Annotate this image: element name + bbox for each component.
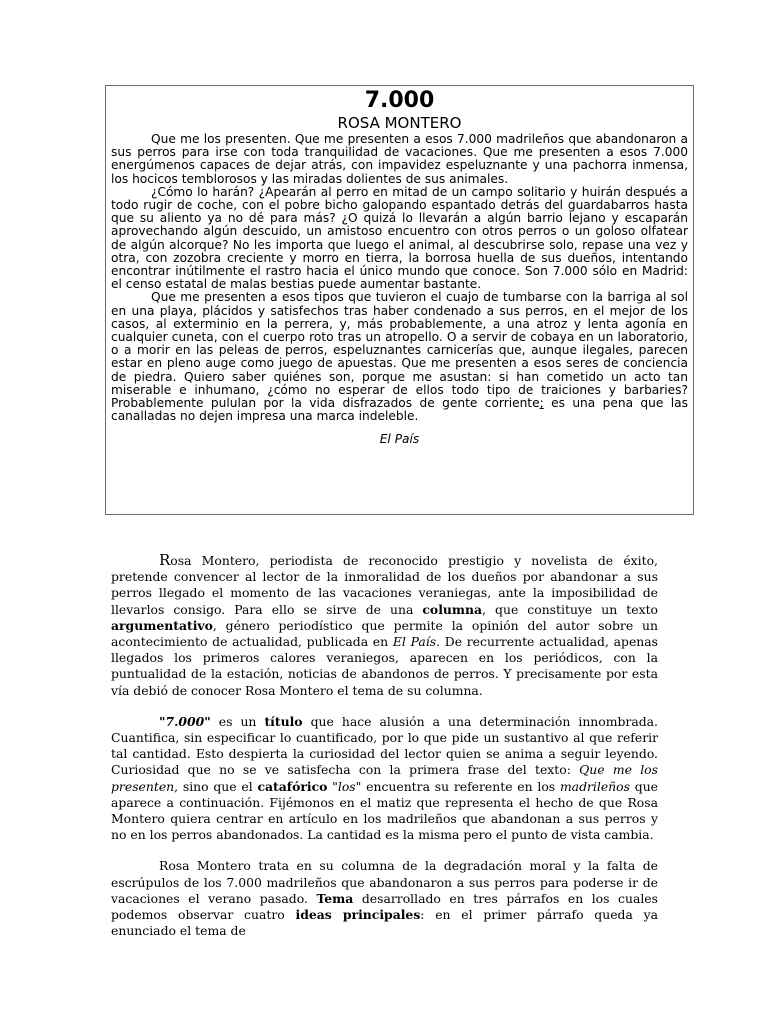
- article-author: ROSA MONTERO: [337, 114, 462, 132]
- quoted-word-madrilenos: madrileños: [559, 778, 630, 794]
- term-columna: columna: [422, 601, 483, 617]
- commentary-paragraph-1: [111, 552, 658, 699]
- dropcap-letter: R: [159, 551, 171, 569]
- text-run: que aparece a continuación. Fijémonos en el matiz que representa el hecho de que Rosa Montero quiera centrar en artículo en los madrileños que abandonan a sus perros y no en los perros abandonados. La cantidad es la misma pero el punto de vista cambia.: [111, 778, 659, 843]
- article-paragraph-3-mark: ;: [539, 396, 544, 411]
- commentary: [111, 552, 658, 954]
- term-titulo: título: [264, 713, 303, 729]
- commentary-paragraph-3: [111, 858, 658, 939]
- text-run: ": [327, 778, 338, 794]
- article-paragraph-3: [111, 291, 688, 423]
- article-paragraph-2: ¿Cómo lo harán? ¿Apearán al perro en mitad de un campo solitario y huirán después a todo rugir de coche, con el pobre bicho galopando espantado detrás del guardabarros hasta que su aliento ya no dé para más? ¿O quizá lo llevarán a algún barrio lejano y escaparán aprovechando algún descuido, un amistoso encuentro con otros perros o un goloso olfatear de algún alcorque? No les importa que luego el animal, al descubrirse solo, repase una vez y otra, con zozobra creciente y morro en tierra, la borrosa huella de sus dueños, intentando encontrar inútilmente el rastro hacia el único mundo que conoce. Son 7.000 sólo en Madrid: el censo estatal de malas bestias puede aumentar bastante.: [111, 184, 688, 292]
- article-paragraph-3-text: Que me presenten a esos tipos que tuvieron el cuajo de tumbarse con la barriga al sol en una playa, plácidos y satisfechos tras haber condenado a sus perros, en el mejor de los casos, al exterminio en la perrera, y, más probablemente, a una atroz y lenta agonía en cualquier cuneta, con el cuerpo roto tras un atropello. O a servir de cobaya en un laboratorio, o a morir en las peleas de perros, espeluznantes carnicerías que, aunque ilegales, parecen estar en pleno auge como juego de apuestas. Que me presenten a esos seres de conciencia de piedra. Quiero saber quiénes son, porque me asustan: si han cometido un acto tan miserable e inhumano, ¿cómo no esperar de ellos todo tipo de traiciones y barbaries? Probablemente pululan por la vida disfrazados de gente corriente: [111, 290, 688, 411]
- article-source: El País: [379, 432, 420, 447]
- commentary-paragraph-2: [111, 714, 658, 844]
- text-run: osa Montero, periodista de reconocido prestigio y novelista de éxito, pretende convencer al lector de la inmoralidad de los dueños por abandonar a sus perros llegado el momento de las vacaciones veraniegas, ante la imposibilidad de llevarlos consigo. Para ello se sirve de una: [111, 553, 658, 617]
- quoted-word-los: los: [337, 778, 356, 794]
- text-run: , sino que el: [174, 778, 258, 794]
- text-run: es un: [210, 713, 265, 729]
- text-run: . De recurrente actualidad, apenas llegados los primeros calores veraniegos, aparecen en los periódicos, con la puntualidad de la estación, noticias de abandonos de perros. Y precisamente por esta vía debió de conocer Rosa Montero el tema de su columna.: [111, 634, 659, 698]
- article-title: 7.000: [364, 88, 435, 113]
- text-run: que hace alusión a una determinación innombrada. Cuantifica, sin especificar lo cuantificado, por lo que pide un sustantivo al que referir tal cantidad. Esto despierta la curiosidad del lector quien se anima a seguir leyendo. Curiosidad que no se ve satisfecha con la primera frase del texto:: [111, 713, 658, 778]
- term-cataforico: catafórico: [257, 778, 328, 794]
- article-paragraph-3-end: es una pena que las canalladas no dejen impresa una marca indeleble.: [111, 396, 688, 424]
- text-run: : en el primer párrafo queda ya enunciado el tema de: [111, 907, 658, 939]
- text-run: Rosa Montero trata en su columna de la degradación moral y la falta de escrúpulos de los 7.000 madrileños que abandonaron a sus perros para poderse ir de vacaciones el verano pasado.: [111, 858, 658, 906]
- text-run: , género periodístico que permite la opinión del autor sobre un acontecimiento de actualidad, publicada en: [111, 617, 658, 650]
- newspaper-name: El País: [392, 634, 437, 650]
- text-run: " encuentra su referente en los: [355, 778, 560, 794]
- term-tema: Tema: [316, 890, 354, 906]
- quoted-phrase: Que me los presenten: [111, 762, 658, 794]
- quoted-title: "7.000": [159, 713, 211, 729]
- text-run: desarrollado en tres párrafos en los cuales podemos observar cuatro: [111, 890, 659, 923]
- boxed-article: [105, 85, 694, 515]
- term-argumentativo: argumentativo: [111, 617, 213, 633]
- text-run: , que constituye un texto: [482, 601, 659, 617]
- term-ideas-principales: ideas principales: [295, 907, 421, 923]
- article-paragraph-1: Que me los presenten. Que me presenten a esos 7.000 madrileños que abandonaron a sus perros para irse con toda tranquilidad de vacaciones. Que me presenten a esos 7.000 energúmenos capaces de dejar atrás, con impavidez espeluznante y una pachorra inmensa, los hocicos temblorosos y las miradas dolientes de sus animales.: [111, 132, 688, 186]
